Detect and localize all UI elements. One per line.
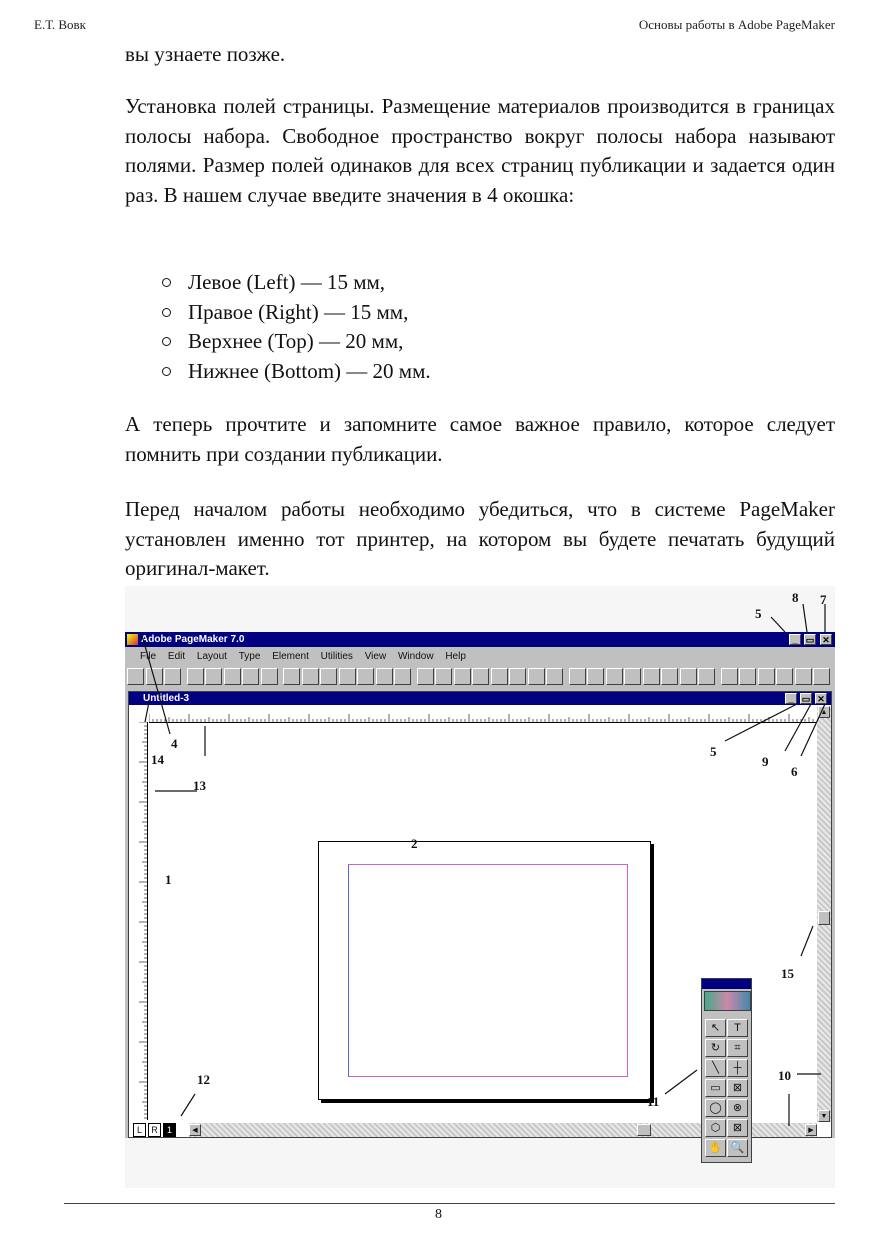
list-item: Нижнее (Bottom) — 20 мм.	[160, 357, 431, 387]
menu-element[interactable]: Element	[272, 651, 309, 662]
toolbox-tool[interactable]: ✋	[705, 1139, 726, 1157]
page-number: 8	[435, 1207, 442, 1222]
right-master-page-icon[interactable]: R	[148, 1123, 161, 1137]
doc-restore-button[interactable]: ▭	[801, 694, 811, 704]
menu-help[interactable]: Help	[445, 651, 466, 662]
scroll-down-arrow-icon[interactable]: ▼	[818, 1110, 830, 1122]
menu-type[interactable]: Type	[238, 651, 261, 662]
page-1-icon[interactable]: 1	[163, 1123, 176, 1137]
menu-window[interactable]: Window	[397, 651, 434, 662]
leader-line-15	[801, 926, 813, 956]
callout-11: 11	[647, 1094, 660, 1109]
intro-tail-text: вы узнаете позже.	[125, 42, 286, 66]
callout-4: 4	[171, 736, 178, 751]
margin-values-list	[160, 268, 431, 386]
callout-15: 15	[781, 966, 794, 981]
leader-line-8	[803, 604, 807, 632]
list-item: Верхнее (Top) — 20 мм,	[160, 327, 431, 357]
toolbox-tool[interactable]: ⊠	[727, 1079, 748, 1097]
paragraph-rule	[125, 410, 835, 469]
leader-line-5-doc	[725, 704, 797, 741]
toolbox-tool[interactable]: ⬡	[705, 1119, 726, 1137]
menu-layout[interactable]: Layout	[196, 651, 227, 662]
doc-minimize-button[interactable]: _	[785, 693, 797, 704]
callout-9: 9	[762, 754, 769, 769]
intro-tail	[125, 40, 835, 70]
toolbox-tool[interactable]: ↖	[705, 1019, 726, 1037]
callout-5-top: 5	[755, 606, 762, 621]
toolbox-tool[interactable]: ↻	[705, 1039, 726, 1057]
toolbox-tool[interactable]: ⊗	[727, 1099, 748, 1117]
app-title: Adobe PageMaker 7.0	[141, 634, 245, 645]
minimize-button[interactable]: _	[789, 634, 801, 645]
running-header-title: Основы работы в Adobe PageMaker	[638, 17, 835, 32]
scroll-right-arrow-icon[interactable]: ▶	[805, 1124, 817, 1136]
toolbox-tool[interactable]: ╲	[705, 1059, 726, 1077]
callout-leader-lines	[125, 586, 835, 1188]
toolbox-tool[interactable]: ⊠	[727, 1119, 748, 1137]
document-title: Untitled-3	[143, 693, 190, 704]
callout-2: 2	[411, 836, 418, 851]
toolbox-tool[interactable]: ┼	[727, 1059, 748, 1077]
close-button[interactable]: ✕	[820, 634, 832, 645]
callout-14: 14	[151, 752, 164, 767]
paragraph-printer-text: Перед началом работы необходимо убедиться, что в системе PageMaker установлен именно тот принтер, на котором вы будете печатать будущий оригинал-макет.	[125, 497, 835, 580]
list-item: Левое (Left) — 15 мм,	[160, 268, 431, 298]
toolbox-tool[interactable]: ⌗	[727, 1039, 748, 1057]
callout-12: 12	[197, 1072, 210, 1087]
menu-view[interactable]: View	[364, 651, 387, 662]
callout-13: 13	[193, 778, 206, 793]
leader-line-12	[181, 1094, 195, 1116]
running-header-author: Е.Т. Вовк	[34, 17, 86, 32]
callout-6: 6	[791, 764, 798, 779]
leader-line-11	[665, 1070, 697, 1094]
paragraph-margins-text: Установка полей страницы. Размещение материалов производится в границах полосы набора. Свободное пространство вокруг полосы набора называют полями. Размер полей одинаков для всех страниц публикации и задается один раз. В нашем случае введите значения в 4 окошка:	[125, 94, 835, 207]
paragraph-printer	[125, 495, 835, 584]
leader-line-14	[145, 702, 149, 722]
callout-1: 1	[165, 872, 172, 887]
scroll-up-arrow-icon[interactable]: ▲	[818, 706, 830, 718]
callout-7: 7	[820, 592, 827, 607]
paragraph-margins	[125, 92, 835, 210]
toolbox-tool[interactable]: ◯	[705, 1099, 726, 1117]
restore-button[interactable]: ▭	[805, 635, 815, 645]
footer-rule	[64, 1203, 835, 1204]
callout-5-doc: 5	[710, 744, 717, 759]
leader-line-5-top	[771, 617, 785, 632]
leader-line-6	[801, 704, 825, 756]
toolbox-tool[interactable]: ▭	[705, 1079, 726, 1097]
paragraph-rule-text: А теперь прочтите и запомните самое важное правило, которое следует помнить при создании публикации.	[125, 412, 835, 466]
menu-utilities[interactable]: Utilities	[320, 651, 353, 662]
callout-10: 10	[778, 1068, 791, 1083]
pagemaker-screenshot-figure	[125, 586, 835, 1188]
list-item: Правое (Right) — 15 мм,	[160, 298, 431, 328]
toolbox-tool[interactable]: T	[727, 1019, 748, 1037]
callout-8: 8	[792, 590, 799, 605]
scroll-left-arrow-icon[interactable]: ◀	[189, 1124, 201, 1136]
doc-close-button[interactable]: ✕	[815, 693, 827, 704]
menu-edit[interactable]: Edit	[167, 651, 186, 662]
toolbox-tool[interactable]: 🔍	[727, 1139, 748, 1157]
menu-file[interactable]: File	[140, 651, 157, 662]
left-master-page-icon[interactable]: L	[133, 1123, 146, 1137]
